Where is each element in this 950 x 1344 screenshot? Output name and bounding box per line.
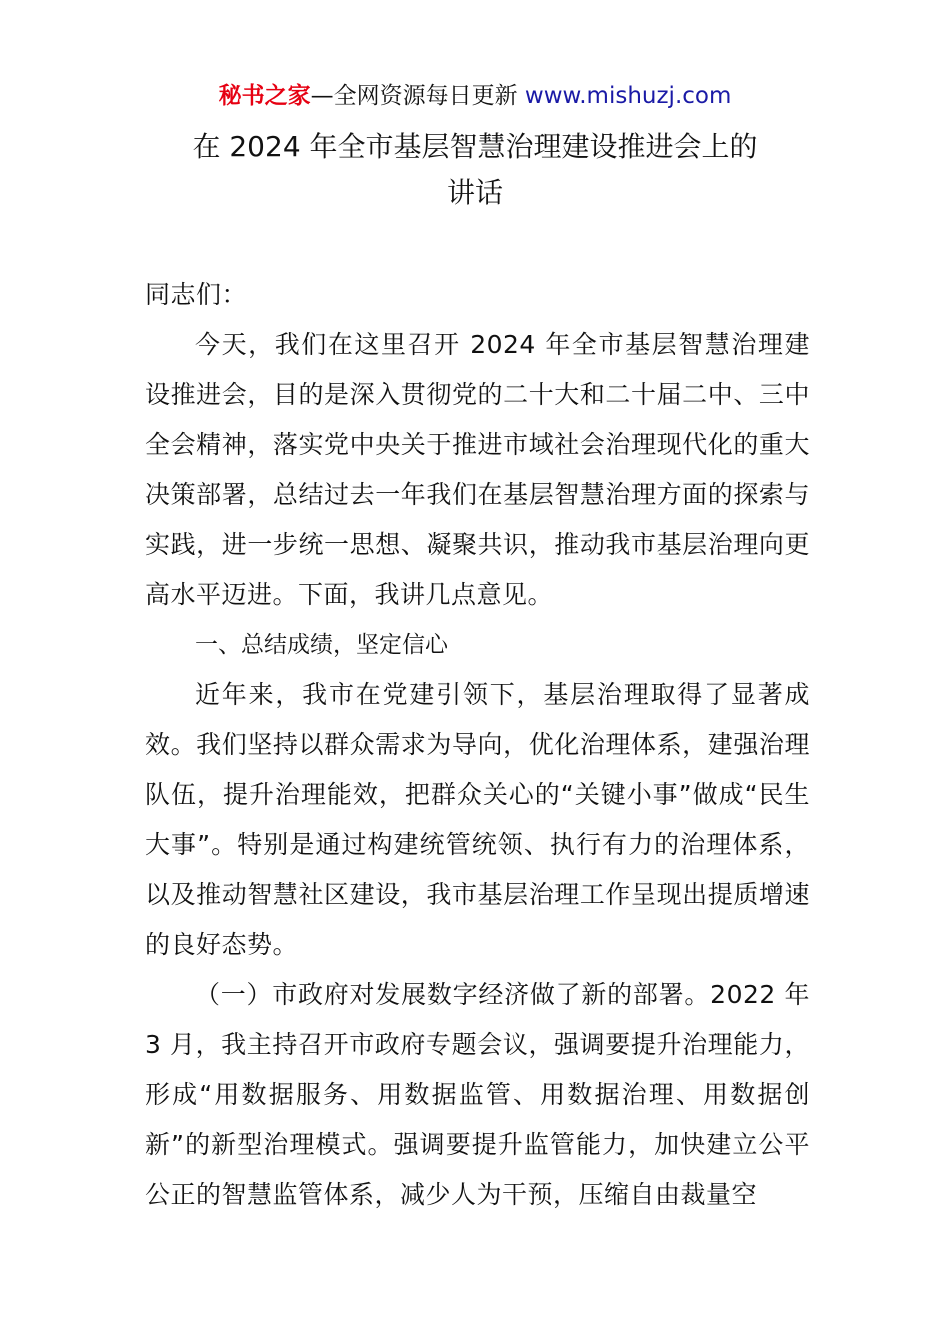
document-body [145, 270, 810, 1220]
site-header [0, 80, 950, 112]
intro-paragraph: 今天，我们在这里召开 2024 年全市基层智慧治理建设推进会，目的是深入贯彻党的二十大和二十届二中、三中全会精神，落实党中央关于推进市域社会治理现代化的重大决策部署，总结过去一年我们在基层智慧治理方面的探索与实践，进一步统一思想、凝聚共识，推动我市基层治理向更高水平迈进。下面，我讲几点意见。 [145, 330, 810, 609]
document-title-line-2: 讲话 [446, 176, 503, 209]
document-title-line-1: 在 2024 年全市基层智慧治理建设推进会上的 [192, 130, 758, 163]
site-url-link[interactable]: www.mishuzj.com [524, 83, 732, 109]
document-title [145, 124, 805, 216]
section-heading-1: 一、总结成绩，坚定信心 [195, 632, 448, 658]
salutation: 同志们： [145, 280, 248, 309]
site-brand: 秘书之家 [218, 83, 311, 109]
site-tagline: —全网资源每日更新 [310, 83, 525, 109]
section-1-paragraph-2: （一）市政府对发展数字经济做了新的部署。2022 年 3 月，我主持召开市政府专题会议，强调要提升治理能力，形成“用数据服务、用数据监管、用数据治理、用数据创新”的新型治理模式。强调要提升监管能力，加快建立公平公正的智慧监管体系，减少人为干预，压缩自由裁量空 [145, 980, 810, 1209]
section-1-paragraph-1: 近年来，我市在党建引领下，基层治理取得了显著成效。我们坚持以群众需求为导向，优化治理体系，建强治理队伍，提升治理能效，把群众关心的“关键小事”做成“民生大事”。特别是通过构建统管统领、执行有力的治理体系，以及推动智慧社区建设，我市基层治理工作呈现出提质增速的良好态势。 [145, 680, 810, 959]
